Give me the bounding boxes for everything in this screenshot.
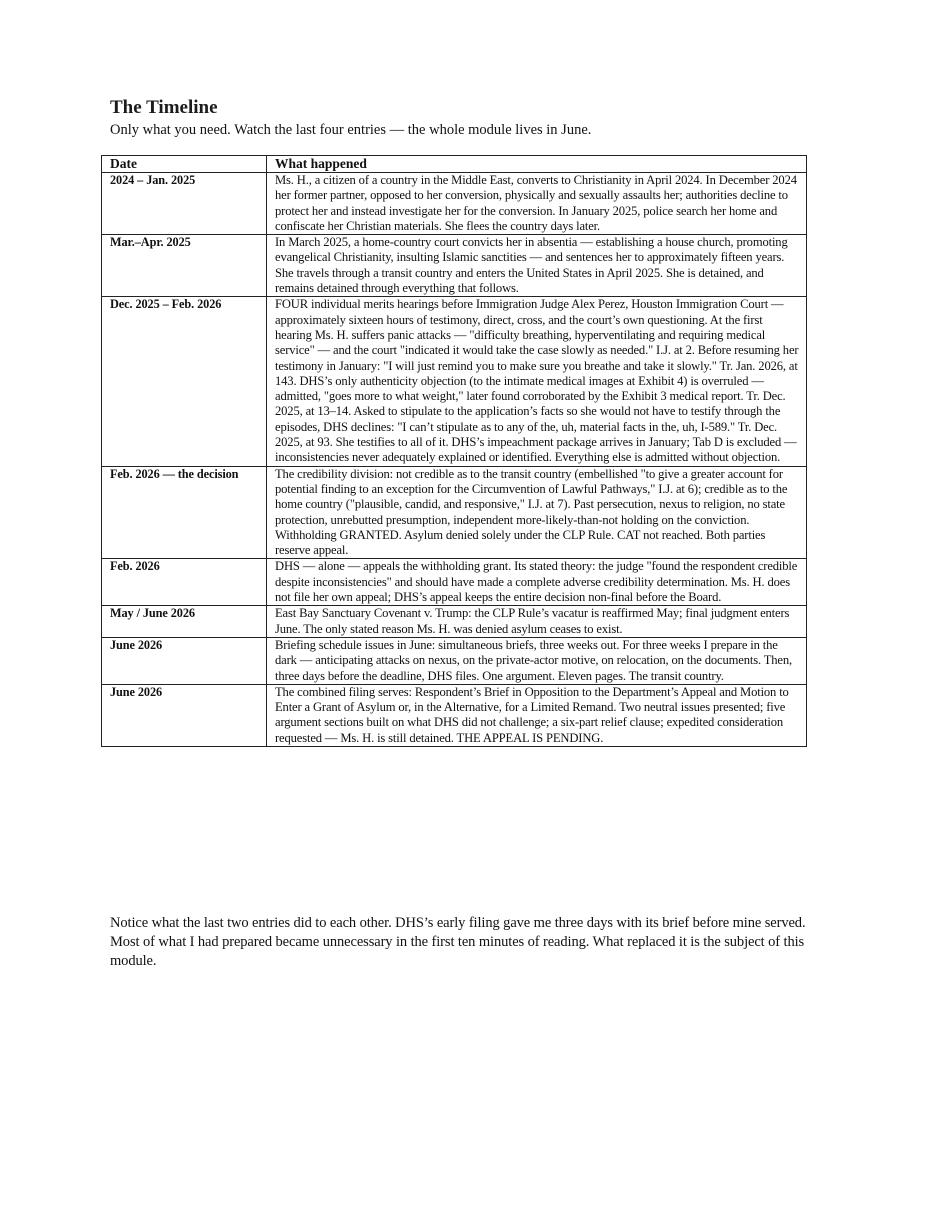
table-row	[102, 559, 807, 606]
row-date: June 2026	[102, 684, 267, 746]
row-date: May / June 2026	[102, 606, 267, 638]
table-row	[102, 606, 807, 638]
row-date: June 2026	[102, 637, 267, 684]
row-description: The combined filing serves: Respondent’s Brief in Opposition to the Department’s Appeal and Motion to Enter a Grant of Asylum or, in the Alternative, for a Limited Remand. Two neutral issues presented; five argument sections built on what DHS did not challenge; a six-part relief clause; expedited consideration requested — Ms. H. is still detained. THE APPEAL IS PENDING.	[267, 684, 807, 746]
row-description: East Bay Sanctuary Covenant v. Trump: the CLP Rule’s vacatur is reaffirmed May; final judgment enters June. The only stated reason Ms. H. was denied asylum ceases to exist.	[267, 606, 807, 638]
row-date: 2024 – Jan. 2025	[102, 173, 267, 235]
row-description: In March 2025, a home-country court convicts her in absentia — establishing a house church, promoting evangelical Christianity, insulting Islamic sanctities — and sentences her to approximately fifteen years. She travels through a transit country and enters the United States in April 2025. She is detained, and remains detained through everything that follows.	[267, 235, 807, 297]
column-header-what-happened: What happened	[267, 156, 807, 173]
row-date: Feb. 2026 — the decision	[102, 466, 267, 559]
table-row	[102, 235, 807, 297]
table-row	[102, 637, 807, 684]
row-date: Mar.–Apr. 2025	[102, 235, 267, 297]
row-description: FOUR individual merits hearings before Immigration Judge Alex Perez, Houston Immigration Court — approximately sixteen hours of testimony, direct, cross, and the court’s own questioning. At the first hearing Ms. H. suffers panic attacks — "difficulty breathing, hyperventilating and requiring medical service" — and the court "indicated it would take the case slowly as needed." I.J. at 2. Before resuming her testimony in January: "I will just remind you to make sure you breathe and take it slowly." Tr. Jan. 2026, at 143. DHS’s only authenticity objection (to the intimate medical images at Exhibit 4) is overruled — admitted, "goes more to what weight," later found corroborated by the Exhibit 3 medical report. Tr. Dec. 2025, at 13–14. Asked to stipulate to the application’s facts so she would not have to testify through the episodes, DHS declines: "I can’t stipulate as to any of the, uh, material facts in the, uh, I-589." Tr. Dec. 2025, at 93. She testifies to all of it. DHS’s impeachment package arrives in January; Tab D is excluded — inconsistencies never adequately explained or identified. Everything else is admitted without objection.	[267, 297, 807, 466]
page-title: The Timeline	[110, 97, 218, 118]
table-row	[102, 297, 807, 466]
row-description: DHS — alone — appeals the withholding grant. Its stated theory: the judge "found the respondent credible despite inconsistencies" and should have made a complete adverse credibility determination. Ms. H. does not file her own appeal; DHS’s appeal keeps the entire decision non-final before the Board.	[267, 559, 807, 606]
row-description: Ms. H., a citizen of a country in the Middle East, converts to Christianity in April 2024. In December 2024 her former partner, opposed to her conversion, physically and sexually assaults her; authorities decline to protect her and instead investigate her for the conversion. In January 2025, police search her home and confiscate her Christian materials. She flees the country days later.	[267, 173, 807, 235]
row-date: Feb. 2026	[102, 559, 267, 606]
row-description: The credibility division: not credible as to the transit country (embellished "to give a greater account for potential finding to an exception for the Circumvention of Lawful Pathways," I.J. at 6); credible as to the home country ("plausible, candid, and responsive," I.J. at 7). Past persecution, nexus to religion, no state protection, unrebutted presumption, independent more-likely-than-not holding on the conviction. Withholding GRANTED. Asylum denied solely under the CLP Rule. CAT not reached. Both parties reserve appeal.	[267, 466, 807, 559]
row-date: Dec. 2025 – Feb. 2026	[102, 297, 267, 466]
row-description: Briefing schedule issues in June: simultaneous briefs, three weeks out. For three weeks I prepare in the dark — anticipating attacks on nexus, on the private-actor motive, on relocation, on the documents. Then, three days before the deadline, DHS files. One argument. Eleven pages. The transit country.	[267, 637, 807, 684]
column-header-date: Date	[102, 156, 267, 173]
table-row	[102, 466, 807, 559]
intro-text: Only what you need. Watch the last four entries — the whole module lives in June.	[110, 122, 592, 138]
timeline-table	[101, 155, 807, 747]
table-header-row	[102, 156, 807, 173]
table-row	[102, 684, 807, 746]
closing-paragraph: Notice what the last two entries did to each other. DHS’s early filing gave me three days with its brief before mine served. Most of what I had prepared became unnecessary in the first ten minutes of reading. What replaced it is the subject of this module.	[110, 915, 806, 969]
table-row	[102, 173, 807, 235]
